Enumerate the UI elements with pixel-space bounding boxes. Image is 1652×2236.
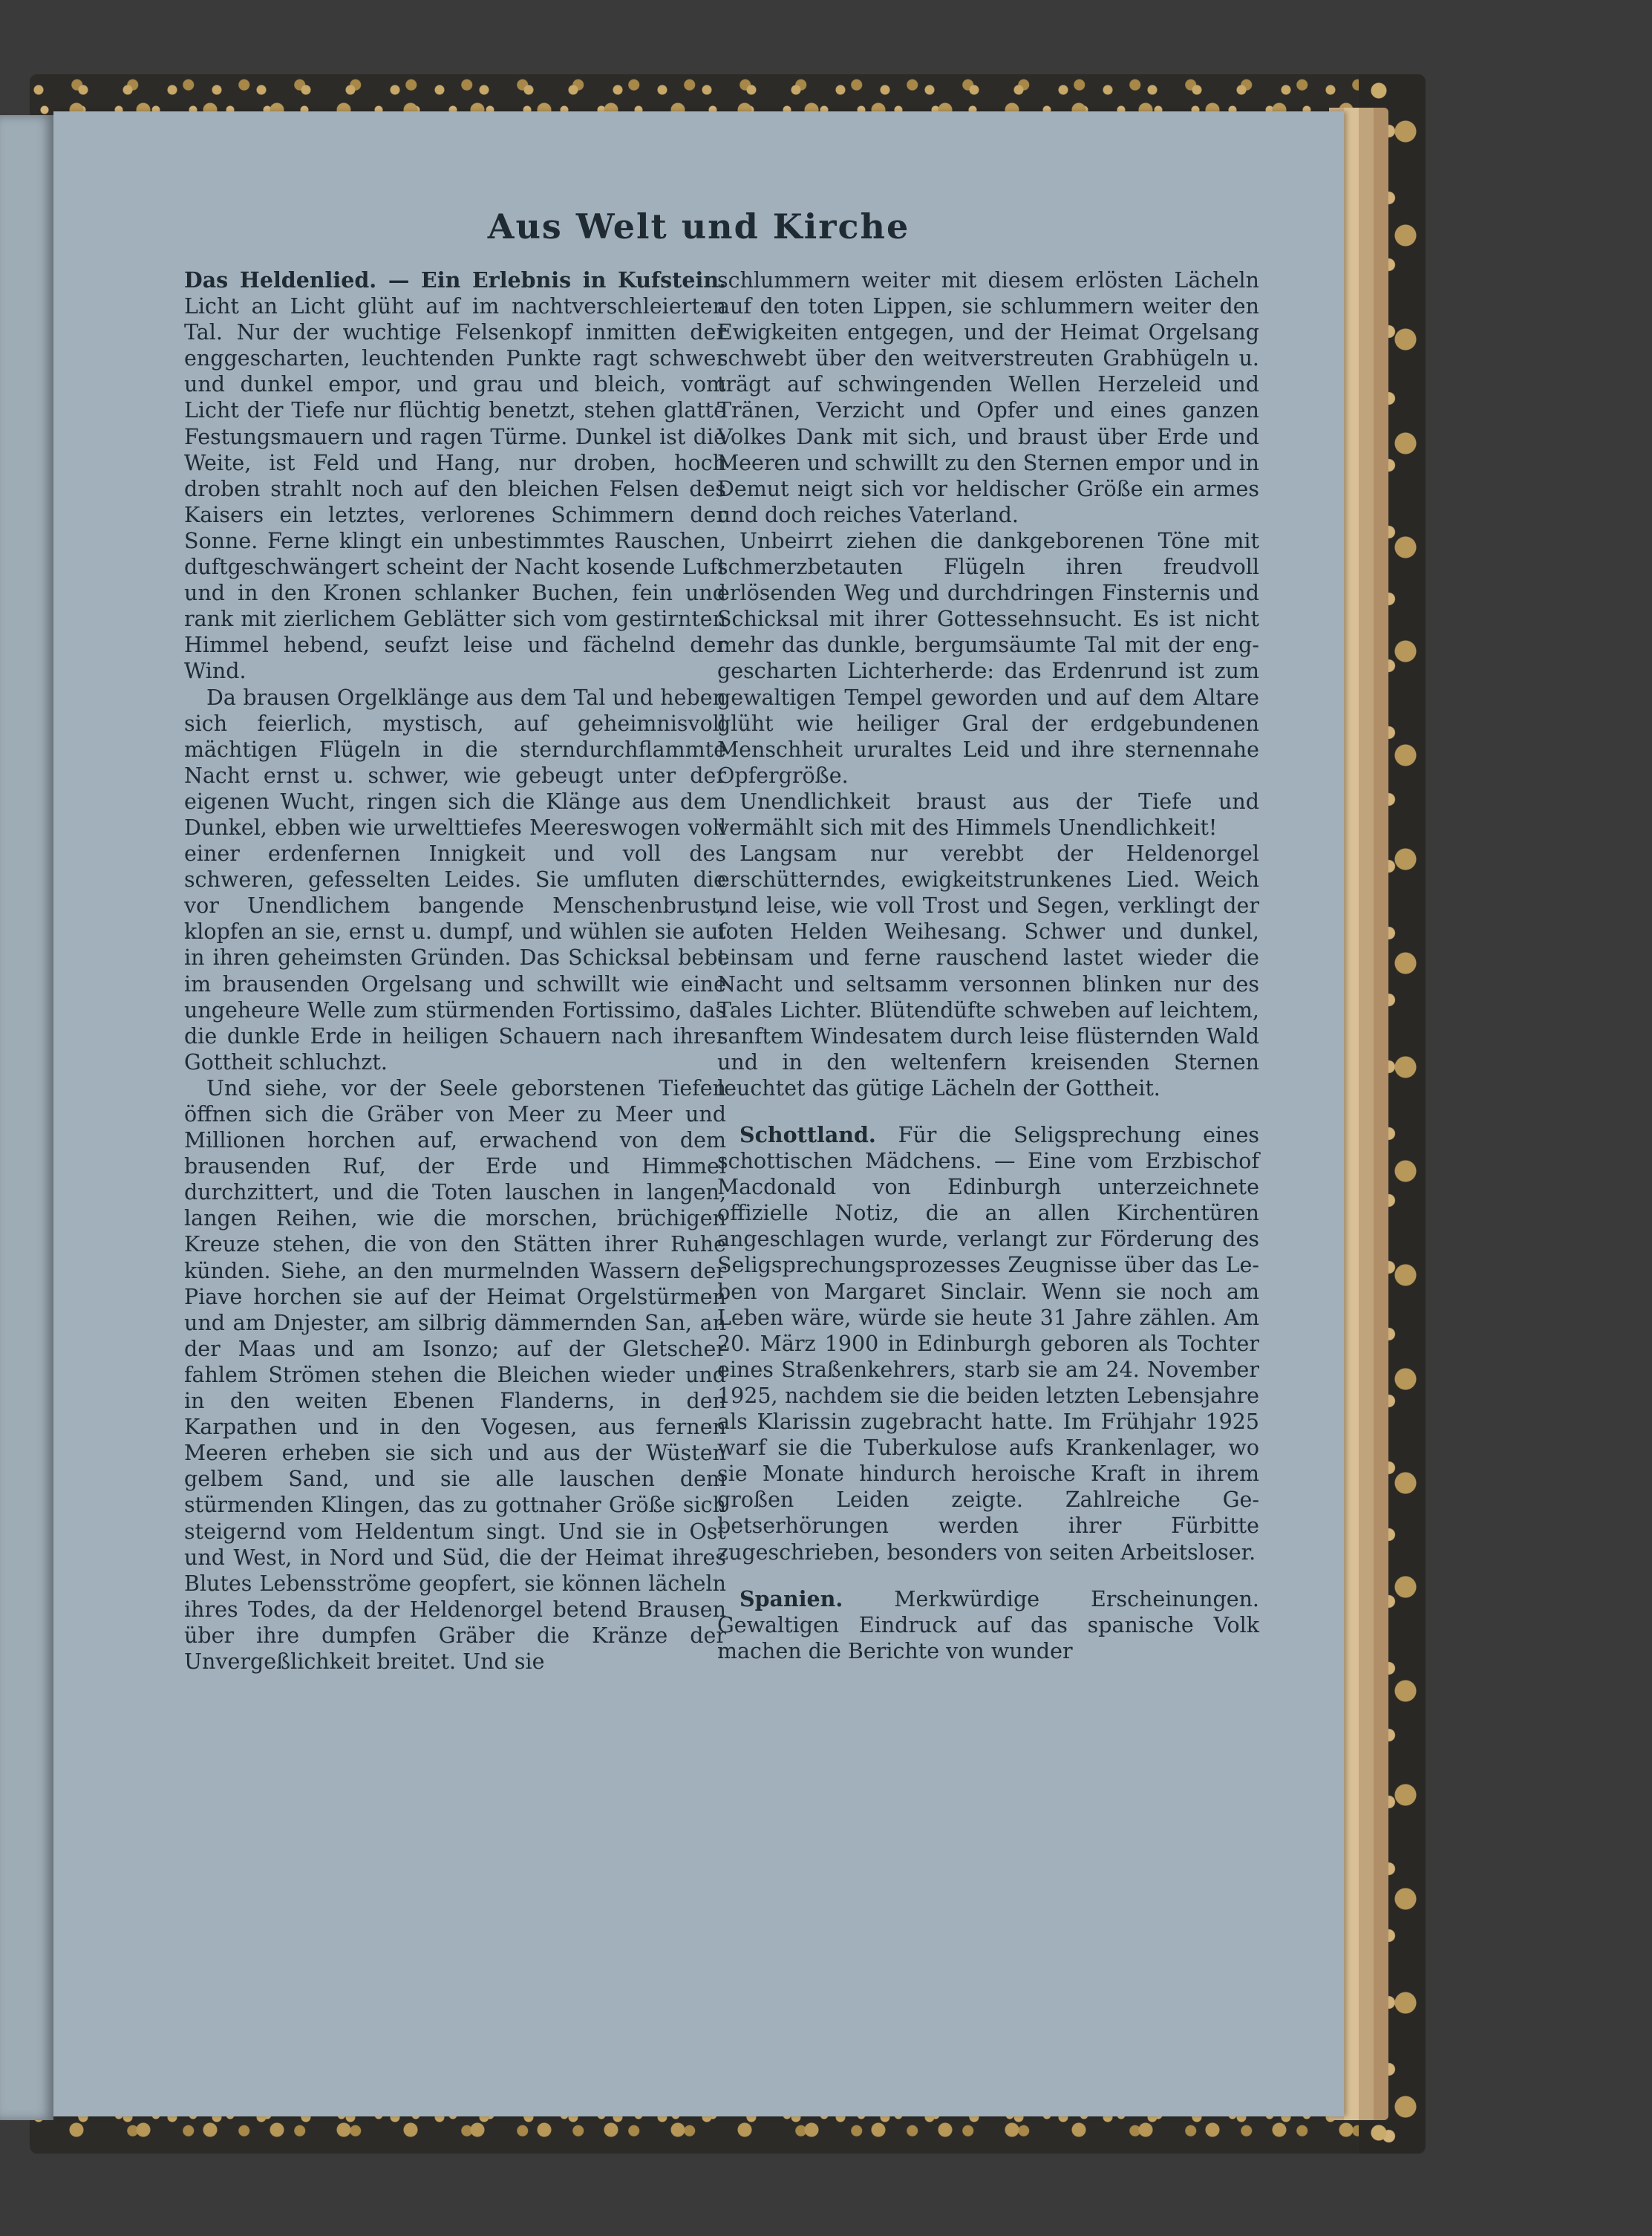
paragraph-text: Unendlichkeit braust aus der Tiefe und vermählt sich mit des Himmels Unendlichkeit! — [717, 789, 1259, 840]
paragraph-text: schlummern weiter mit diesem erlösten Lächeln auf den toten Lippen, sie schlummern weiter den Ewigkeiten entgegen, und der Heimat Orgelsang schwebt über den weitverstreuten Grabhügeln u. trägt auf schwingenden Wellen Herzeleid und Tränen, Verzicht und Opfer und eines ganzen Volkes Dank mit sich, und braust über Erde und Meeren und schwillt zu den Sternen empor und in Demut neigt sich vor heldischer Größe ein armes und doch reiches Vaterland. — [717, 268, 1259, 527]
page — [53, 111, 1344, 2116]
paragraph-text: Langsam nur verebbt der Heldenorgel erschütterndes, ewigkeitstrunkenes Lied. Weich und leise, wie voll Trost und Segen, verklingt der toten Helden Weihesang. Schwer und dunkel, einsam und ferne rauschend lastet wieder die Nacht und seltsamm versonnen blinken nur des Tales Lichter. Blütendüfte schweben auf leichtem, sanftem Windesatem durch leise flüsternden Wald und in den weltenfern kreisenden Sternen leuchtet das gütige Lächeln der Gottheit. — [717, 841, 1259, 1101]
paragraph — [717, 267, 1259, 528]
paragraph-text: Licht an Licht glüht auf im nachtverschleierten Tal. Nur der wuchtige Felsenkopf inmitten der enggescharten, leuchtenden Punkte ragt schwer und dunkel empor, und grau und bleich, vom Licht der Tiefe nur flüchtig benetzt, stehen glatte Festungsmauern und ragen Türme. Dunkel ist die Weite, ist Feld und Hang, nur droben, hoch droben strahlt noch auf den bleichen Felsen des Kaisers ein letztes, verlorenes Schimmern der Sonne. Ferne klingt ein unbestimmtes Rauschen, duftgeschwängert scheint der Nacht kosende Luft und in den Kronen schlanker Buchen, fein und rank mit zierlichem Geblätter sich vom gestirnten Himmel hebend, seufzt leise und fächelnd der Wind. — [184, 294, 726, 684]
paragraph-spanien — [717, 1586, 1259, 1664]
paragraph — [717, 841, 1259, 1101]
paragraph-heldenlied — [184, 267, 726, 685]
paragraph — [717, 789, 1259, 841]
left-column — [184, 267, 726, 1675]
page-title: Aus Welt und Kirche — [487, 206, 910, 247]
paragraph-text: Und siehe, vor der Seele geborstenen Tiefen öffnen sich die Gräber von Meer zu Meer und Millionen horchen auf, erwachend von dem brausenden Ruf, der Erde und Himmel durchzittert, und die Toten lauschen in langen, langen Reihen, wie die morschen, brüchigen Kreuze stehen, die von den Stätten ihrer Ruhe künden. Siehe, an den murmelnden Wassern der Piave horchen sie auf der Heimat Orgelstürmen und am Dnjester, am silbrig dämmernden San, an der Maas und am Isonzo; auf der Gletscher fahlem Strömen stehen die Bleichen wieder und in den weiten Ebenen Flanderns, in den Karpathen und in den Vogesen, aus fernen Meeren erheben sie sich und aus der Wüsten gelbem Sand, und sie alle lauschen dem stürmenden Klingen, das zu gottnaher Größe sich steigernd vom Heldentum singt. Und sie in Ost und West, in Nord und Süd, die der Heimat ihres Blutes Lebensströme geopfert, sie können lächeln ihres Todes, da der Heldenorgel betend Brausen über ihre dumpfen Gräber die Kränze der Unvergeßlichkeit breitet. Und sie — [184, 1075, 726, 1674]
paragraph-text: Da brausen Orgelklänge aus dem Tal und heben sich feierlich, mystisch, auf geheimnisvoll mächtigen Flügeln in die sterndurchflammte Nacht ernst u. schwer, wie gebeugt unter der eigenen Wucht, ringen sich die Klänge aus dem Dunkel, ebben wie urwelttiefes Meereswogen voll einer erdenfernen Innigkeit und voll des schweren, gefesselten Leides. Sie umfluten die vor Unendlichem bangende Menschenbrust, klopfen an sie, ernst u. dumpf, und wühlen sie auf in ihren geheimsten Gründen. Das Schicksal bebt im brausenden Orgelsang und schwillt wie eine ungeheure Welle zum stürmenden Fortissimo, das die dunkle Erde in heiligen Schauern nach ihrer Gottheit schluchzt. — [184, 685, 726, 1075]
facing-page-edge — [0, 115, 53, 2120]
paragraph — [184, 685, 726, 1075]
article-heading-heldenlied: Das Heldenlied. — Ein Erlebnis in Kufstein. — [184, 267, 726, 293]
article-heading-schottland: Schottland. — [740, 1122, 876, 1147]
paragraph — [184, 1075, 726, 1675]
paragraph-text: Für die Seligsprechung eines schottischen Mädchens. — Eine vom Erzbischof Macdonald von Edinburgh unterzeichnete offizielle Notiz, die an allen Kirchentüren angeschlagen wurde, verlangt zur Förderung des Seligsprechungsprozesses Zeugnisse über das Leben von Margaret Sinclair. Wenn sie noch am Leben wäre, würde sie heute 31 Jahre zählen. Am 20. März 1900 in Edinburgh geboren als Tochter eines Straßenkehrers, starb sie am 24. November 1925, nachdem sie die beiden letzten Lebensjahre als Klarissin zugebracht hatte. Im Frühjahr 1925 warf sie die Tuberkulose aufs Krankenlager, wo sie Monate hindurch heroische Kraft in ihrem großen Leiden zeigte. Zahlreiche Gebetserhörungen werden ihrer Fürbitte zugeschrieben, besonders von seiten Arbeitsloser. — [717, 1123, 1259, 1565]
right-column — [717, 267, 1259, 1664]
article-heading-spanien: Spanien. — [740, 1585, 843, 1611]
paragraph-text: Merkwürdige Erscheinungen. Gewaltigen Eindruck auf das spanische Volk machen die Berichte von wunder — [717, 1586, 1259, 1663]
paragraph-text: Unbeirrt ziehen die dankgeborenen Töne mit schmerzbetauten Flügeln ihren freudvoll erlösenden Weg und durchdringen Finsternis und Schicksal mit ihrer Gottessehnsucht. Es ist nicht mehr das dunkle, bergumsäumte Tal mit der enggescharten Lichterherde: das Erdenrund ist zum gewaltigen Tempel geworden und auf dem Altare glüht wie heiliger Gral der erdgebundenen Menschheit ururaltes Leid und ihre sternennahe Opfergröße. — [717, 528, 1259, 788]
paragraph — [717, 528, 1259, 789]
paragraph-schottland — [717, 1122, 1259, 1565]
